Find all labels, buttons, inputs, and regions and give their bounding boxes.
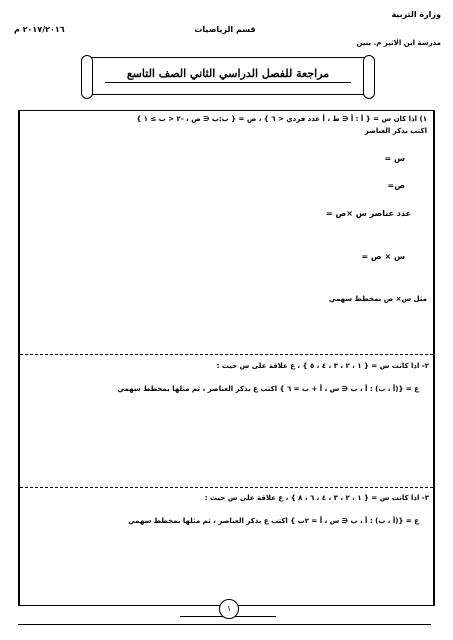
q3-statement: ٣- اذا كانت س = { ١ ، ٢ ، ٣ ، ٤ ، ٦ ، ٨ } ، ع علاقة على س حيث :	[204, 494, 429, 502]
department-label: قسم الرياضيات	[194, 25, 256, 34]
title-banner	[86, 57, 370, 95]
q2-relation: ع = {(أ ، ب) : أ ، ب ∈ س ، أ + ب = ٦ } اكتب ع بذكر العناصر ، ثم مثلها بمخطط سهمي	[117, 385, 419, 393]
scroll-curl-left	[81, 55, 93, 99]
scroll-curl-right	[363, 55, 375, 99]
q1-set-s-answer: س =	[384, 154, 405, 163]
q1-statement: ١) اذا كان س = { أ : أ ∈ ط ، أ عدد فردي < ٦ } ، ص = { ب:ب ∈ ص ، -٢ < ب ≥ ١ }	[136, 115, 427, 123]
q1-diagram-instruction: مثل س× ص بمخطط سهمي	[328, 295, 427, 303]
question-divider	[20, 354, 433, 355]
school-label: مدرسة ابن الاثير م. بنين	[356, 39, 441, 47]
q2-statement: ٢- اذا كانت س = { ١ ، ٢ ، ٣ ، ٤ ، ٥ } ، ع علاقة على س حيث :	[216, 362, 429, 370]
question-divider	[20, 487, 433, 488]
questions-frame	[18, 110, 435, 606]
ministry-label: وزارة التربية	[391, 10, 441, 19]
page-number: ١	[219, 599, 239, 619]
school-year-label: ٢٠١٧/٢٠١٦ م	[14, 25, 65, 34]
q1-product-answer: س × ص =	[361, 252, 405, 261]
q3-relation: ع = {(أ ، ب) : أ ، ب ∈ س ، أ = ٢ب } اكتب ع بذكر العناصر ، ثم مثلها بمخطط سهمي	[128, 517, 419, 525]
q1-count-answer: عدد عناصر س ×ص =	[326, 209, 411, 218]
q1-instruction: اكتب بذكر العناصر	[364, 127, 427, 135]
worksheet-title: مراجعة للفصل الدراسي الثاني الصف التاسع	[105, 67, 351, 83]
q1-set-p-answer: ص=	[387, 181, 405, 190]
bottom-border	[18, 624, 431, 625]
